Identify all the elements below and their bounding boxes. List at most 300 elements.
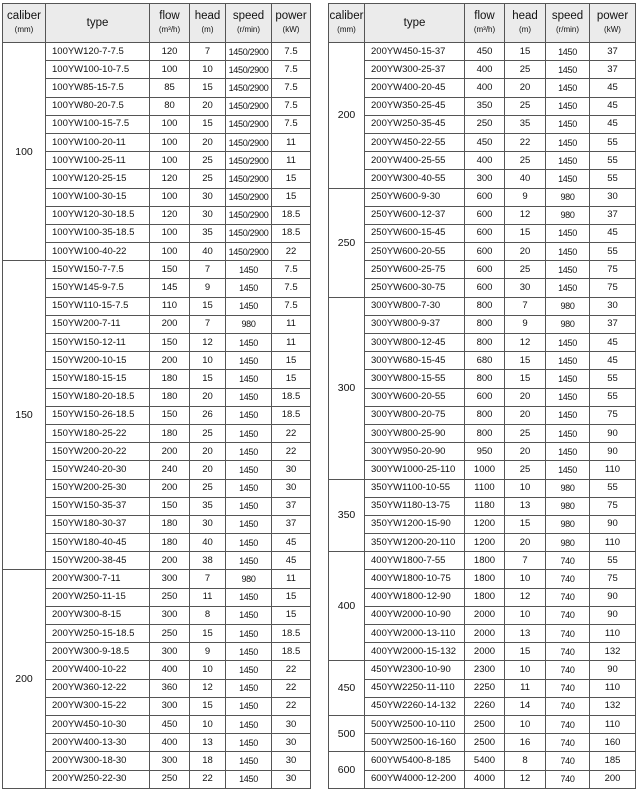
type-cell: 300YW800-12-45 xyxy=(365,334,465,352)
power-cell: 110 xyxy=(590,715,636,733)
table-row xyxy=(329,770,636,788)
power-cell: 11 xyxy=(272,570,311,588)
flow-cell: 250 xyxy=(150,625,190,643)
table-row xyxy=(3,497,311,515)
speed-cell: 1450 xyxy=(226,697,272,715)
table-row xyxy=(329,243,636,261)
speed-cell: 1450/2900 xyxy=(226,188,272,206)
flow-cell: 2000 xyxy=(465,606,505,624)
power-cell: 15 xyxy=(272,170,311,188)
table-row xyxy=(329,606,636,624)
speed-cell: 1450 xyxy=(546,115,590,133)
type-cell: 200YW400-20-45 xyxy=(365,79,465,97)
speed-cell: 1450 xyxy=(546,133,590,151)
speed-cell: 1450 xyxy=(546,43,590,61)
speed-cell: 1450 xyxy=(546,61,590,79)
flow-cell: 1800 xyxy=(465,552,505,570)
head-cell: 40 xyxy=(190,243,226,261)
speed-header: speed (r/min) xyxy=(226,4,272,43)
table-row xyxy=(329,515,636,533)
head-cell: 15 xyxy=(190,625,226,643)
table-row xyxy=(329,752,636,770)
header-row xyxy=(329,4,636,43)
head-cell: 25 xyxy=(190,170,226,188)
head-cell: 20 xyxy=(190,133,226,151)
head-cell: 8 xyxy=(190,606,226,624)
caliber-cell: 250 xyxy=(329,188,365,297)
power-cell: 110 xyxy=(590,679,636,697)
flow-cell: 100 xyxy=(150,115,190,133)
flow-cell: 120 xyxy=(150,206,190,224)
head-cell: 15 xyxy=(190,79,226,97)
type-cell: 250YW600-20-55 xyxy=(365,243,465,261)
speed-cell: 1450/2900 xyxy=(226,206,272,224)
head-cell: 20 xyxy=(505,79,546,97)
power-cell: 11 xyxy=(272,334,311,352)
table-row xyxy=(3,643,311,661)
power-cell: 7.5 xyxy=(272,297,311,315)
type-cell: 200YW360-12-22 xyxy=(46,679,150,697)
type-cell: 250YW600-25-75 xyxy=(365,261,465,279)
head-cell: 40 xyxy=(190,534,226,552)
flow-cell: 800 xyxy=(465,297,505,315)
table-row xyxy=(3,570,311,588)
power-cell: 22 xyxy=(272,243,311,261)
flow-cell: 300 xyxy=(150,570,190,588)
type-cell: 200YW250-15-18.5 xyxy=(46,625,150,643)
caliber-cell: 200 xyxy=(329,43,365,189)
caliber-header: caliber (mm) xyxy=(329,4,365,43)
flow-cell: 200 xyxy=(150,315,190,333)
flow-cell: 250 xyxy=(150,770,190,788)
type-cell: 200YW300-9-18.5 xyxy=(46,643,150,661)
head-cell: 12 xyxy=(190,679,226,697)
flow-cell: 150 xyxy=(150,406,190,424)
flow-cell: 200 xyxy=(150,352,190,370)
table-row xyxy=(329,79,636,97)
head-cell: 10 xyxy=(190,715,226,733)
table-row xyxy=(329,679,636,697)
flow-cell: 800 xyxy=(465,424,505,442)
type-header: type xyxy=(46,4,150,43)
table-row xyxy=(329,625,636,643)
type-cell: 150YW145-9-7.5 xyxy=(46,279,150,297)
flow-cell: 600 xyxy=(465,388,505,406)
speed-cell: 1450 xyxy=(226,334,272,352)
power-cell: 90 xyxy=(590,515,636,533)
flow-cell: 2500 xyxy=(465,715,505,733)
flow-cell: 800 xyxy=(465,315,505,333)
power-cell: 30 xyxy=(272,752,311,770)
head-cell: 9 xyxy=(190,643,226,661)
table-row xyxy=(329,352,636,370)
power-cell: 45 xyxy=(590,115,636,133)
power-cell: 30 xyxy=(272,461,311,479)
type-cell: 100YW85-15-7.5 xyxy=(46,79,150,97)
flow-cell: 100 xyxy=(150,188,190,206)
speed-cell: 740 xyxy=(546,643,590,661)
power-cell: 37 xyxy=(590,206,636,224)
speed-cell: 1450/2900 xyxy=(226,133,272,151)
power-cell: 7.5 xyxy=(272,61,311,79)
power-cell: 90 xyxy=(590,424,636,442)
speed-cell: 1450 xyxy=(226,279,272,297)
flow-cell: 2000 xyxy=(465,625,505,643)
power-cell: 18.5 xyxy=(272,224,311,242)
flow-cell: 300 xyxy=(465,170,505,188)
table-row xyxy=(3,406,311,424)
type-cell: 300YW800-25-90 xyxy=(365,424,465,442)
power-cell: 110 xyxy=(590,461,636,479)
head-cell: 20 xyxy=(190,388,226,406)
speed-cell: 1450 xyxy=(226,497,272,515)
power-cell: 37 xyxy=(590,315,636,333)
power-cell: 30 xyxy=(272,479,311,497)
flow-cell: 80 xyxy=(150,97,190,115)
table-row xyxy=(3,479,311,497)
power-cell: 18.5 xyxy=(272,406,311,424)
spec-table-left-body xyxy=(3,43,311,789)
speed-cell: 1450/2900 xyxy=(226,97,272,115)
speed-cell: 740 xyxy=(546,588,590,606)
type-cell: 200YW300-7-11 xyxy=(46,570,150,588)
flow-cell: 800 xyxy=(465,406,505,424)
flow-cell: 1200 xyxy=(465,534,505,552)
table-row xyxy=(3,133,311,151)
flow-cell: 120 xyxy=(150,43,190,61)
flow-cell: 250 xyxy=(465,115,505,133)
table-row xyxy=(329,715,636,733)
table-row xyxy=(3,424,311,442)
type-cell: 150YW150-35-37 xyxy=(46,497,150,515)
speed-cell: 1450 xyxy=(226,715,272,733)
type-cell: 500YW2500-16-160 xyxy=(365,734,465,752)
power-cell: 45 xyxy=(590,97,636,115)
power-cell: 55 xyxy=(590,243,636,261)
type-cell: 200YW450-15-37 xyxy=(365,43,465,61)
flow-cell: 450 xyxy=(465,43,505,61)
table-row xyxy=(3,224,311,242)
table-row xyxy=(329,97,636,115)
head-cell: 25 xyxy=(190,152,226,170)
flow-cell: 180 xyxy=(150,534,190,552)
head-cell: 35 xyxy=(190,497,226,515)
head-cell: 40 xyxy=(505,170,546,188)
head-cell: 7 xyxy=(505,297,546,315)
power-cell: 18.5 xyxy=(272,625,311,643)
power-cell: 37 xyxy=(272,515,311,533)
table-row xyxy=(3,97,311,115)
type-cell: 400YW1800-7-55 xyxy=(365,552,465,570)
type-cell: 300YW800-9-37 xyxy=(365,315,465,333)
speed-cell: 980 xyxy=(226,315,272,333)
type-cell: 150YW150-26-18.5 xyxy=(46,406,150,424)
power-cell: 7.5 xyxy=(272,97,311,115)
power-cell: 37 xyxy=(590,61,636,79)
flow-cell: 180 xyxy=(150,370,190,388)
head-cell: 10 xyxy=(190,61,226,79)
power-cell: 45 xyxy=(590,334,636,352)
type-cell: 450YW2250-11-110 xyxy=(365,679,465,697)
flow-cell: 1180 xyxy=(465,497,505,515)
speed-cell: 980 xyxy=(546,534,590,552)
type-cell: 300YW1000-25-110 xyxy=(365,461,465,479)
speed-cell: 1450 xyxy=(546,334,590,352)
table-row xyxy=(3,43,311,61)
flow-cell: 1100 xyxy=(465,479,505,497)
table-row xyxy=(3,697,311,715)
head-cell: 14 xyxy=(505,697,546,715)
type-cell: 100YW100-15-7.5 xyxy=(46,115,150,133)
speed-cell: 1450 xyxy=(226,461,272,479)
type-cell: 100YW120-25-15 xyxy=(46,170,150,188)
power-cell: 18.5 xyxy=(272,388,311,406)
type-cell: 300YW800-7-30 xyxy=(365,297,465,315)
type-cell: 100YW120-7-7.5 xyxy=(46,43,150,61)
head-cell: 15 xyxy=(190,115,226,133)
power-cell: 45 xyxy=(590,352,636,370)
type-cell: 200YW450-22-55 xyxy=(365,133,465,151)
speed-cell: 1450 xyxy=(226,625,272,643)
power-cell: 75 xyxy=(590,261,636,279)
table-row xyxy=(3,552,311,570)
power-cell: 132 xyxy=(590,643,636,661)
speed-cell: 1450 xyxy=(226,643,272,661)
type-cell: 200YW300-8-15 xyxy=(46,606,150,624)
caliber-cell: 500 xyxy=(329,715,365,751)
flow-cell: 680 xyxy=(465,352,505,370)
type-cell: 250YW600-30-75 xyxy=(365,279,465,297)
type-cell: 400YW1800-12-90 xyxy=(365,588,465,606)
speed-cell: 1450/2900 xyxy=(226,43,272,61)
speed-cell: 1450 xyxy=(226,424,272,442)
power-cell: 75 xyxy=(590,497,636,515)
power-cell: 18.5 xyxy=(272,206,311,224)
speed-cell: 1450 xyxy=(546,461,590,479)
speed-cell: 1450 xyxy=(546,243,590,261)
flow-cell: 100 xyxy=(150,224,190,242)
flow-cell: 1800 xyxy=(465,570,505,588)
speed-cell: 980 xyxy=(546,515,590,533)
speed-cell: 1450 xyxy=(546,406,590,424)
flow-cell: 85 xyxy=(150,79,190,97)
table-row xyxy=(329,424,636,442)
head-cell: 25 xyxy=(505,97,546,115)
speed-cell: 1450 xyxy=(546,261,590,279)
head-cell: 25 xyxy=(505,152,546,170)
type-cell: 200YW450-10-30 xyxy=(46,715,150,733)
flow-cell: 400 xyxy=(150,734,190,752)
head-header: head (m) xyxy=(505,4,546,43)
speed-cell: 1450 xyxy=(546,79,590,97)
type-cell: 100YW100-20-11 xyxy=(46,133,150,151)
head-cell: 10 xyxy=(505,715,546,733)
table-row xyxy=(329,534,636,552)
flow-cell: 1000 xyxy=(465,461,505,479)
type-cell: 400YW2000-15-132 xyxy=(365,643,465,661)
table-row xyxy=(329,552,636,570)
power-cell: 22 xyxy=(272,443,311,461)
power-cell: 7.5 xyxy=(272,261,311,279)
flow-cell: 100 xyxy=(150,243,190,261)
type-cell: 250YW600-15-45 xyxy=(365,224,465,242)
speed-cell: 740 xyxy=(546,606,590,624)
head-cell: 20 xyxy=(505,534,546,552)
speed-cell: 740 xyxy=(546,661,590,679)
head-cell: 20 xyxy=(505,406,546,424)
flow-cell: 400 xyxy=(465,61,505,79)
power-cell: 15 xyxy=(272,188,311,206)
head-cell: 12 xyxy=(505,588,546,606)
speed-cell: 1450 xyxy=(226,406,272,424)
type-cell: 400YW1800-10-75 xyxy=(365,570,465,588)
type-cell: 150YW200-10-15 xyxy=(46,352,150,370)
type-cell: 200YW350-25-45 xyxy=(365,97,465,115)
flow-cell: 200 xyxy=(150,479,190,497)
type-cell: 100YW100-40-22 xyxy=(46,243,150,261)
speed-cell: 740 xyxy=(546,552,590,570)
flow-cell: 180 xyxy=(150,515,190,533)
power-cell: 90 xyxy=(590,588,636,606)
head-header: head (m) xyxy=(190,4,226,43)
table-row xyxy=(3,588,311,606)
power-cell: 55 xyxy=(590,479,636,497)
power-cell: 11 xyxy=(272,133,311,151)
head-cell: 18 xyxy=(190,752,226,770)
power-cell: 55 xyxy=(590,552,636,570)
speed-cell: 1450 xyxy=(546,279,590,297)
type-cell: 350YW1180-13-75 xyxy=(365,497,465,515)
flow-cell: 150 xyxy=(150,334,190,352)
table-row xyxy=(3,334,311,352)
head-cell: 20 xyxy=(505,443,546,461)
flow-cell: 350 xyxy=(465,97,505,115)
table-row xyxy=(3,315,311,333)
flow-cell: 800 xyxy=(465,334,505,352)
type-cell: 200YW400-25-55 xyxy=(365,152,465,170)
table-row xyxy=(3,352,311,370)
power-header: power (kW) xyxy=(272,4,311,43)
header-row xyxy=(3,4,311,43)
table-row xyxy=(3,61,311,79)
power-cell: 30 xyxy=(590,297,636,315)
head-cell: 25 xyxy=(505,61,546,79)
table-row xyxy=(3,661,311,679)
power-cell: 15 xyxy=(272,352,311,370)
flow-cell: 150 xyxy=(150,261,190,279)
head-cell: 15 xyxy=(505,224,546,242)
table-row xyxy=(3,297,311,315)
power-cell: 45 xyxy=(272,552,311,570)
table-row xyxy=(329,697,636,715)
caliber-cell: 150 xyxy=(3,261,46,570)
flow-cell: 250 xyxy=(150,588,190,606)
flow-cell: 200 xyxy=(150,443,190,461)
table-row xyxy=(3,734,311,752)
type-cell: 350YW1100-10-55 xyxy=(365,479,465,497)
table-row xyxy=(3,461,311,479)
type-cell: 200YW300-25-37 xyxy=(365,61,465,79)
power-cell: 7.5 xyxy=(272,279,311,297)
power-cell: 90 xyxy=(590,661,636,679)
table-row xyxy=(329,152,636,170)
power-cell: 22 xyxy=(272,679,311,697)
table-row xyxy=(3,279,311,297)
type-cell: 350YW1200-15-90 xyxy=(365,515,465,533)
type-cell: 200YW300-40-55 xyxy=(365,170,465,188)
speed-cell: 740 xyxy=(546,625,590,643)
type-cell: 450YW2300-10-90 xyxy=(365,661,465,679)
type-cell: 300YW680-15-45 xyxy=(365,352,465,370)
flow-cell: 300 xyxy=(150,606,190,624)
speed-cell: 980 xyxy=(546,297,590,315)
type-cell: 150YW180-20-18.5 xyxy=(46,388,150,406)
head-cell: 15 xyxy=(505,370,546,388)
head-cell: 12 xyxy=(505,334,546,352)
table-row xyxy=(329,661,636,679)
type-cell: 300YW800-20-75 xyxy=(365,406,465,424)
type-cell: 100YW100-35-18.5 xyxy=(46,224,150,242)
flow-cell: 800 xyxy=(465,370,505,388)
power-cell: 200 xyxy=(590,770,636,788)
table-row xyxy=(329,188,636,206)
type-header: type xyxy=(365,4,465,43)
head-cell: 22 xyxy=(505,133,546,151)
speed-cell: 980 xyxy=(226,570,272,588)
caliber-cell: 200 xyxy=(3,570,46,788)
flow-cell: 150 xyxy=(150,497,190,515)
speed-cell: 980 xyxy=(546,188,590,206)
flow-cell: 5400 xyxy=(465,752,505,770)
speed-cell: 1450 xyxy=(226,734,272,752)
table-row xyxy=(3,752,311,770)
power-cell: 55 xyxy=(590,170,636,188)
power-cell: 55 xyxy=(590,388,636,406)
speed-cell: 1450/2900 xyxy=(226,243,272,261)
head-cell: 15 xyxy=(190,297,226,315)
type-cell: 150YW200-20-22 xyxy=(46,443,150,461)
flow-cell: 300 xyxy=(150,697,190,715)
flow-cell: 2000 xyxy=(465,643,505,661)
table-row xyxy=(3,715,311,733)
type-cell: 100YW80-20-7.5 xyxy=(46,97,150,115)
type-cell: 100YW120-30-18.5 xyxy=(46,206,150,224)
flow-cell: 180 xyxy=(150,424,190,442)
power-cell: 185 xyxy=(590,752,636,770)
type-cell: 250YW600-12-37 xyxy=(365,206,465,224)
spec-table-left xyxy=(2,3,311,789)
speed-header: speed (r/min) xyxy=(546,4,590,43)
flow-cell: 100 xyxy=(150,61,190,79)
type-cell: 300YW950-20-90 xyxy=(365,443,465,461)
head-cell: 30 xyxy=(190,515,226,533)
table-row xyxy=(329,315,636,333)
flow-cell: 200 xyxy=(150,552,190,570)
head-cell: 10 xyxy=(505,661,546,679)
type-cell: 200YW300-15-22 xyxy=(46,697,150,715)
table-row xyxy=(329,334,636,352)
type-cell: 150YW150-12-11 xyxy=(46,334,150,352)
flow-cell: 2300 xyxy=(465,661,505,679)
head-cell: 35 xyxy=(190,224,226,242)
speed-cell: 1450/2900 xyxy=(226,79,272,97)
speed-cell: 1450/2900 xyxy=(226,61,272,79)
table-row xyxy=(3,679,311,697)
power-header: power (kW) xyxy=(590,4,636,43)
power-cell: 18.5 xyxy=(272,643,311,661)
table-row xyxy=(3,370,311,388)
flow-cell: 600 xyxy=(465,261,505,279)
